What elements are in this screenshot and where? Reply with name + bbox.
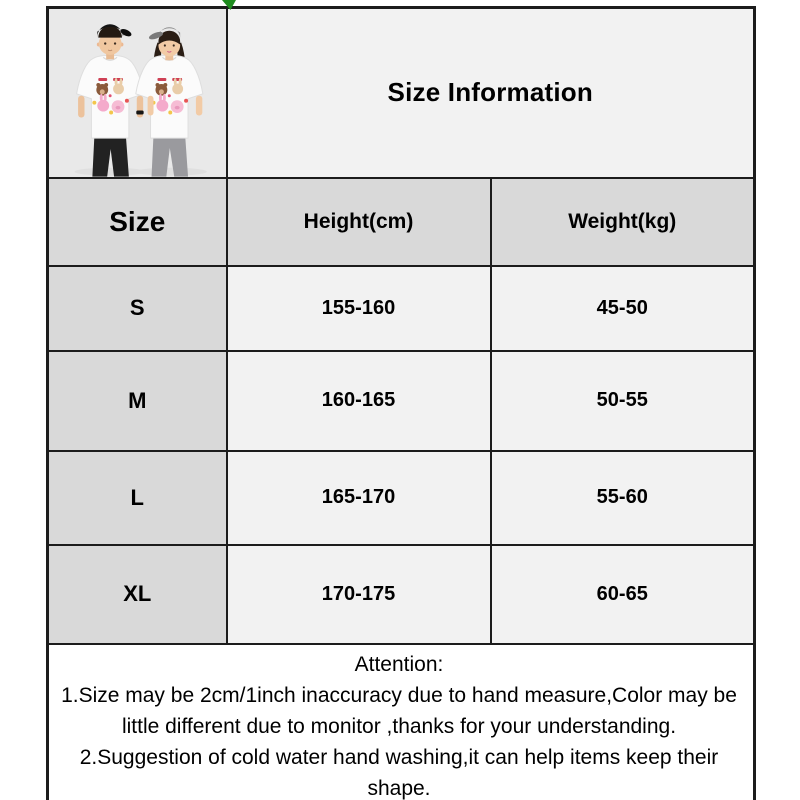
attention-note-box	[48, 644, 755, 800]
height-value: 160-165	[227, 351, 491, 451]
size-information-title	[227, 8, 755, 178]
size-label: S	[48, 266, 227, 351]
column-header-height: Height(cm)	[227, 178, 491, 266]
height-value: 155-160	[227, 266, 491, 351]
weight-value: 55-60	[491, 451, 755, 545]
weight-value: 60-65	[491, 545, 755, 644]
height-value: 170-175	[227, 545, 491, 644]
weight-value: 50-55	[491, 351, 755, 451]
height-value: 165-170	[227, 451, 491, 545]
attention-note-1: 1.Size may be 2cm/1inch inaccuracy due to hand measure,Color may be little different due to monitor ,thanks for your understanding.	[61, 683, 737, 738]
top-banner-row	[48, 8, 755, 178]
table-row-l	[48, 451, 755, 545]
column-header-size: Size	[48, 178, 227, 266]
page-title: Size Information	[387, 77, 593, 108]
table-row-s	[48, 266, 755, 351]
size-label: L	[48, 451, 227, 545]
attention-note-2: 2.Suggestion of cold water hand washing,it can help items keep their shape.	[79, 745, 719, 800]
attention-heading: Attention:	[354, 652, 444, 676]
attention-row	[48, 644, 755, 800]
column-header-weight: Weight(kg)	[491, 178, 755, 266]
table-row-m	[48, 351, 755, 451]
table-row-xl	[48, 545, 755, 644]
size-chart-table	[46, 6, 756, 800]
size-label: XL	[48, 545, 227, 644]
weight-value: 45-50	[491, 266, 755, 351]
models-photo	[48, 8, 227, 178]
table-header-row	[48, 178, 755, 266]
couple-models-illustration	[49, 9, 226, 177]
size-label: M	[48, 351, 227, 451]
